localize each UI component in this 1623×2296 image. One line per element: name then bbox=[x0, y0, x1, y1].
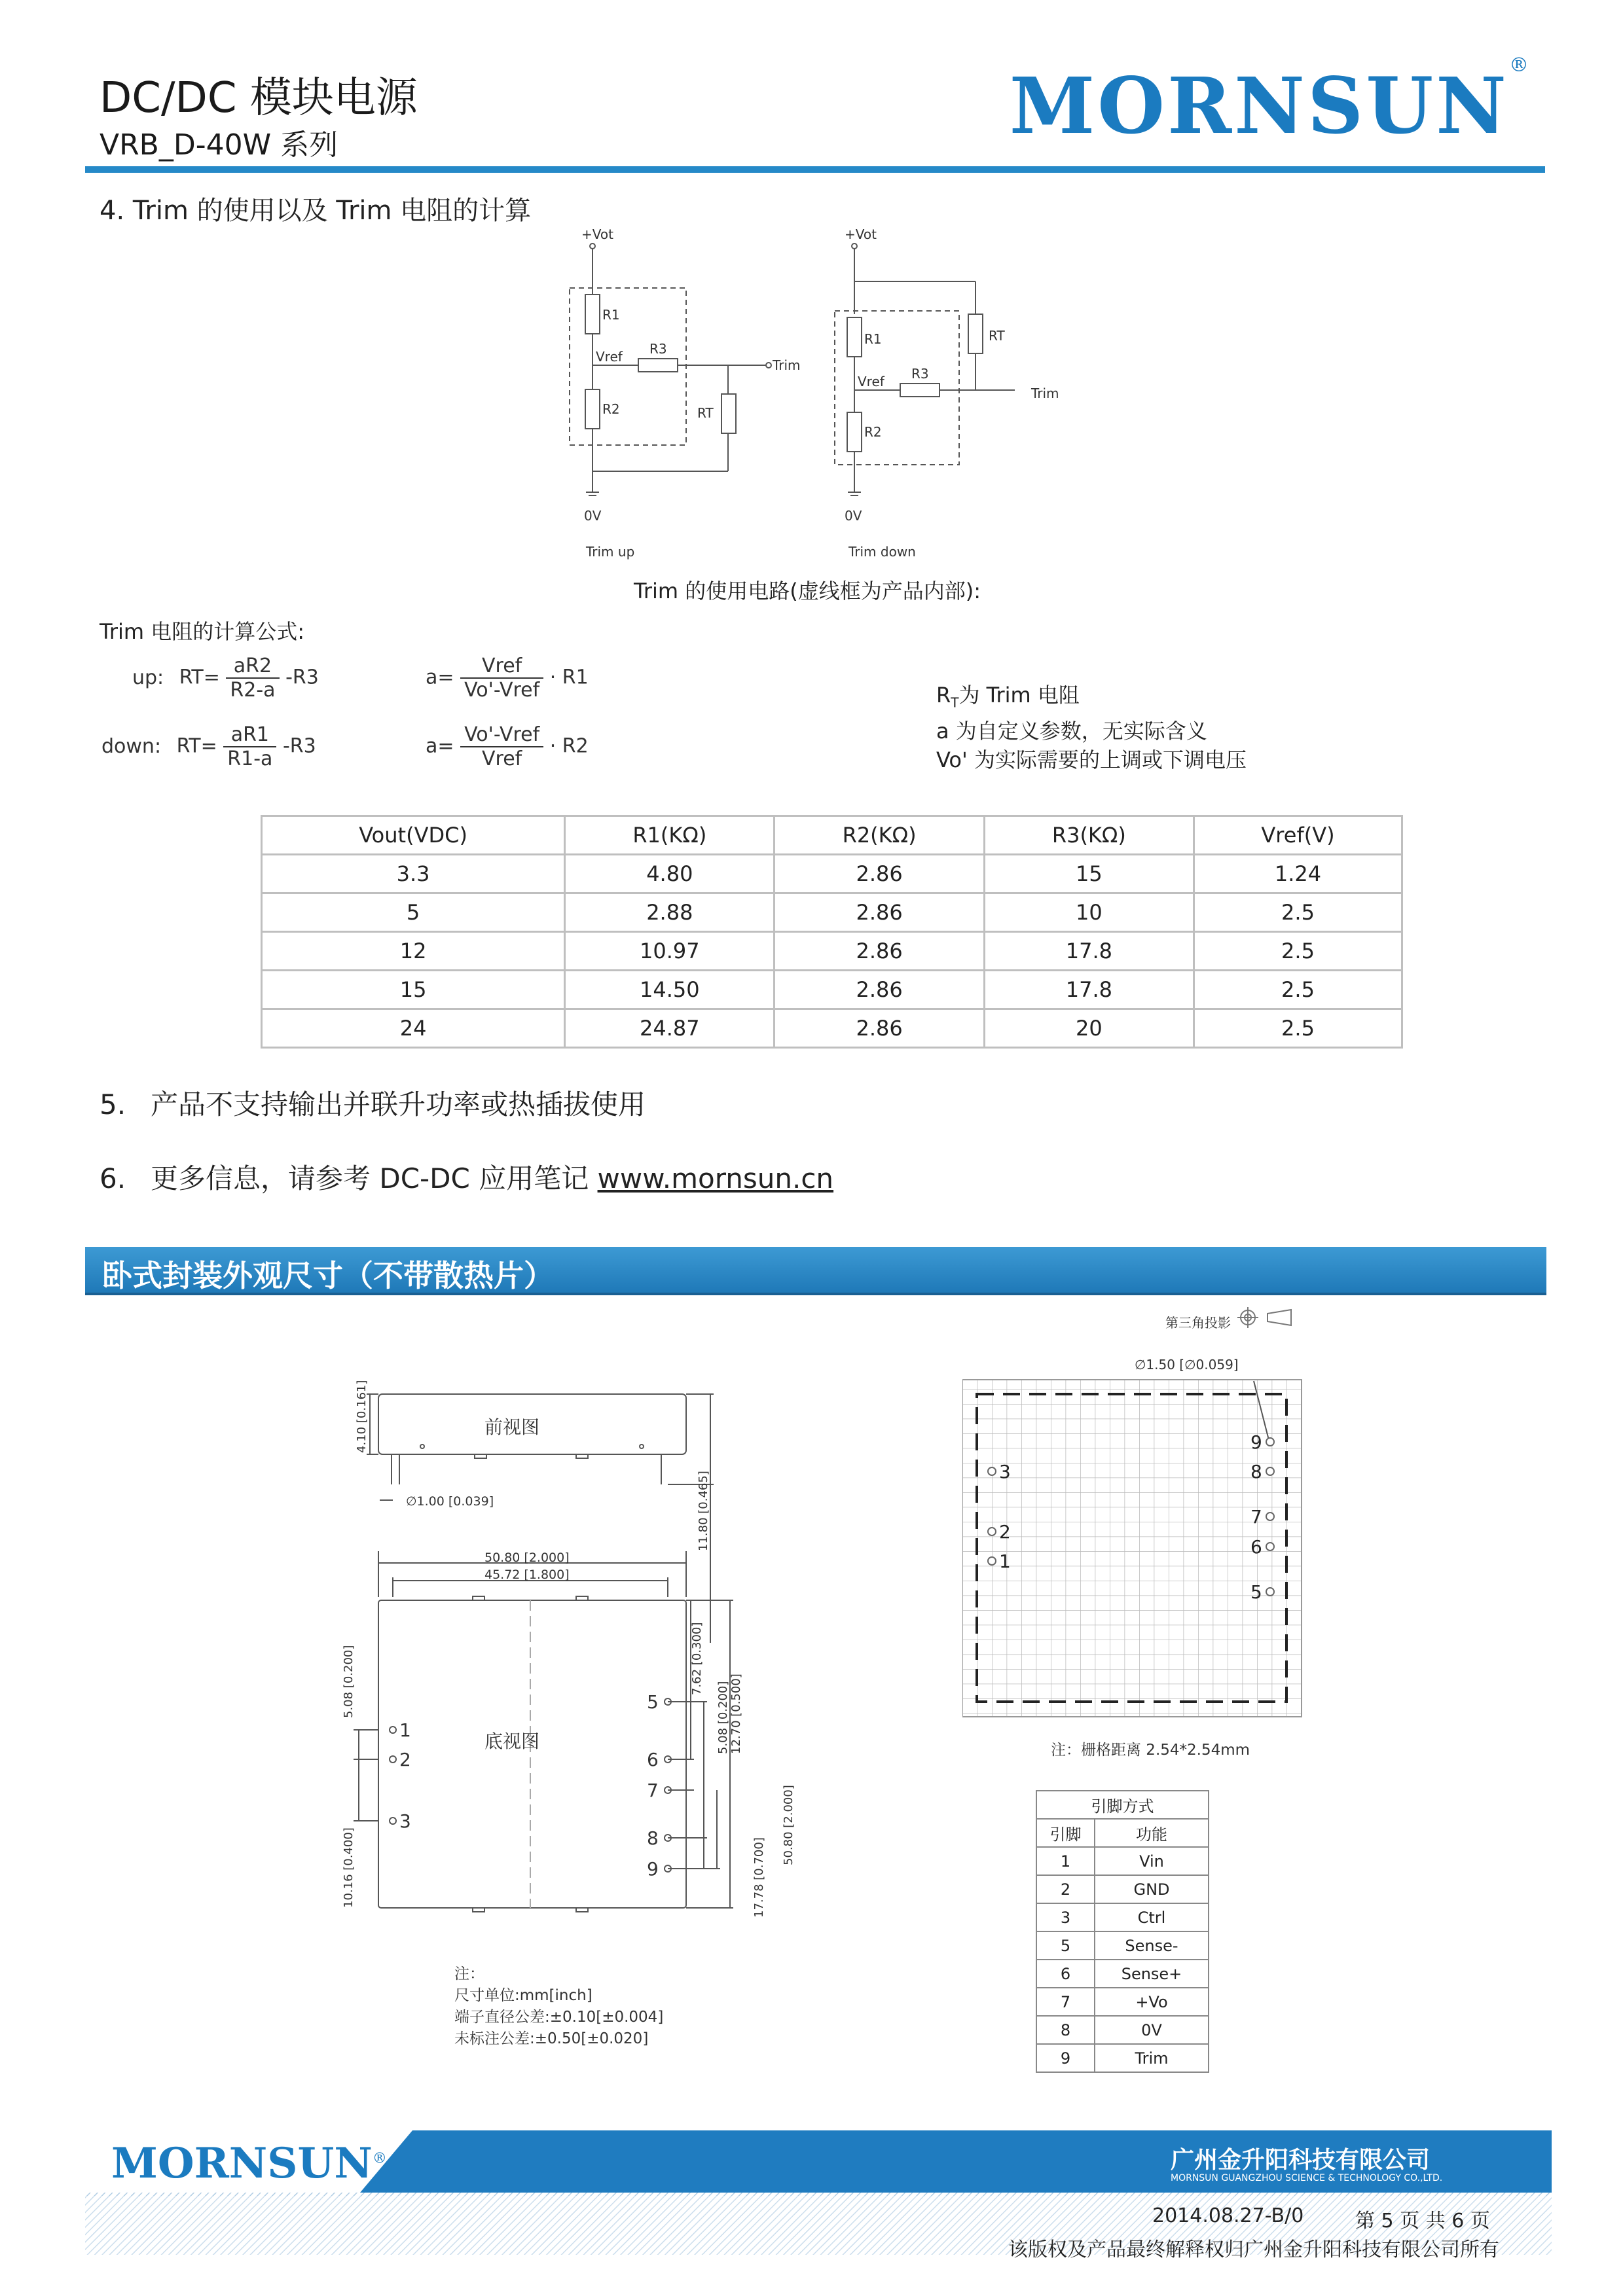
notes-title: 注： bbox=[454, 1965, 484, 1982]
pin-label: 2 bbox=[399, 1749, 411, 1770]
table-cell: 12 bbox=[262, 932, 565, 971]
frac-num: aR1 bbox=[223, 723, 276, 747]
grid-pin-label: 3 bbox=[999, 1461, 1011, 1482]
frac-num: Vref bbox=[460, 655, 543, 679]
table-cell: 2.86 bbox=[775, 1009, 984, 1048]
table-row bbox=[262, 855, 1402, 893]
table-cell: 15 bbox=[262, 971, 565, 1009]
trim-heading: 4. Trim 的使用以及 Trim 电阻的计算 bbox=[100, 196, 532, 226]
down-rt-label: RT bbox=[989, 328, 1005, 344]
bottom-view-label: 底视图 bbox=[484, 1731, 540, 1752]
pin-label: 1 bbox=[399, 1719, 411, 1741]
footer-company-cn: 广州金升阳科技有限公司 bbox=[1171, 2147, 1431, 2174]
pin-label: 6 bbox=[647, 1749, 659, 1770]
table-cell: 10 bbox=[984, 893, 1194, 932]
table-cell: 2.88 bbox=[565, 893, 775, 932]
formula-down-a-tail: · R2 bbox=[549, 734, 589, 758]
projection-label: 第三角投影 bbox=[1165, 1315, 1231, 1331]
pin-label: 9 bbox=[647, 1858, 659, 1880]
page-title: DC/DC 模块电源 bbox=[100, 74, 418, 122]
grid-pin-label: 6 bbox=[1250, 1536, 1262, 1558]
footer-page: 第 5 页 共 6 页 bbox=[1355, 2210, 1490, 2233]
note-line: 未标注公差:±0.50[±0.020] bbox=[454, 2030, 649, 2047]
brand-logo bbox=[1009, 54, 1531, 151]
table-cell: 14.50 bbox=[565, 971, 775, 1009]
function-col-header: 功能 bbox=[1095, 1819, 1209, 1847]
table-row bbox=[262, 893, 1402, 932]
note-line: 端子直径公差:±0.10[±0.004] bbox=[454, 2009, 664, 2026]
table-row bbox=[1036, 1988, 1209, 2016]
series-subtitle: VRB_D-40W 系列 bbox=[100, 128, 338, 162]
header-rule bbox=[85, 166, 1545, 173]
down-gnd-label: 0V bbox=[845, 508, 862, 524]
logo-text: MORNSUN bbox=[1009, 60, 1509, 151]
frac-num: aR2 bbox=[226, 655, 279, 679]
down-vref-label: Vref bbox=[858, 374, 884, 389]
footer-registered-mark: ® bbox=[372, 2150, 387, 2167]
note-rt-sub: T bbox=[951, 694, 959, 711]
right-dim-4: 17.78 [0.700] bbox=[752, 1837, 766, 1918]
item-5-text: 产品不支持输出并联升功率或热插拔使用 bbox=[151, 1088, 646, 1121]
function-cell: +Vo bbox=[1095, 1988, 1209, 2016]
item-6-number: 6. bbox=[100, 1162, 126, 1194]
pin-span-dim: 45.72 [1.800] bbox=[484, 1568, 570, 1582]
formula-up-rt: RT= bbox=[179, 666, 220, 689]
table-cell: 2.86 bbox=[775, 855, 984, 893]
formula-down-a bbox=[426, 723, 589, 770]
footer-logo-text: MORNSUN bbox=[111, 2139, 373, 2188]
formula-up-tail: -R3 bbox=[285, 666, 319, 689]
grid-pin-label: 5 bbox=[1250, 1581, 1262, 1603]
formula-a-eq: a= bbox=[426, 734, 454, 758]
function-cell: Trim bbox=[1095, 2044, 1209, 2072]
formula-up bbox=[132, 655, 319, 702]
formula-down-tail: -R3 bbox=[282, 734, 316, 758]
formula-up-a-frac bbox=[460, 655, 543, 702]
pcb-grid-footprint bbox=[962, 1374, 1303, 1728]
down-r1-label: R1 bbox=[864, 331, 882, 347]
down-r3-label: R3 bbox=[911, 366, 929, 382]
table-cell: 2.86 bbox=[775, 893, 984, 932]
formula-heading: Trim 电阻的计算公式: bbox=[100, 619, 305, 644]
grid-pin-label: 8 bbox=[1250, 1461, 1262, 1482]
trim-up-circuit bbox=[570, 243, 771, 495]
up-r1-label: R1 bbox=[602, 307, 620, 323]
height-dim: 4.10 [0.161] bbox=[355, 1380, 369, 1453]
grid-note: 注：栅格距离 2.54*2.54mm bbox=[1051, 1742, 1250, 1759]
function-cell: Sense+ bbox=[1095, 1960, 1209, 1988]
frac-den: Vo'-Vref bbox=[464, 679, 540, 702]
grid-pin-label: 9 bbox=[1250, 1431, 1262, 1453]
up-rt-label: RT bbox=[697, 405, 714, 421]
registered-mark: ® bbox=[1509, 54, 1531, 77]
table-header-cell: R1(KΩ) bbox=[565, 816, 775, 855]
grid-pin-label: 1 bbox=[999, 1551, 1011, 1572]
formula-down-rt: RT= bbox=[176, 734, 217, 758]
trim-circuits bbox=[556, 223, 1015, 576]
table-row bbox=[1036, 2044, 1209, 2072]
table-cell: 17.8 bbox=[984, 971, 1194, 1009]
table-title-row bbox=[1036, 1791, 1209, 1819]
grid-dia-dim: ∅1.50 [∅0.059] bbox=[1135, 1357, 1239, 1372]
table-row bbox=[262, 932, 1402, 971]
pin-dia-dim: ∅1.00 [0.039] bbox=[406, 1494, 494, 1509]
website-link[interactable]: www.mornsun.cn bbox=[597, 1162, 834, 1194]
table-cell: 5 bbox=[262, 893, 565, 932]
formula-up-a-tail: · R1 bbox=[549, 666, 589, 689]
section-band bbox=[85, 1247, 1546, 1295]
trim-value-table bbox=[261, 815, 1403, 1049]
grid-pin-label: 7 bbox=[1250, 1506, 1262, 1528]
pin-cell: 3 bbox=[1036, 1903, 1095, 1931]
note-rt-r: R bbox=[936, 683, 951, 708]
table-cell: 2.5 bbox=[1194, 971, 1402, 1009]
footer-logo bbox=[111, 2139, 387, 2188]
table-cell: 17.8 bbox=[984, 932, 1194, 971]
pin-cell: 8 bbox=[1036, 2016, 1095, 2044]
table-cell: 4.80 bbox=[565, 855, 775, 893]
table-row bbox=[262, 1009, 1402, 1048]
table-cell: 24.87 bbox=[565, 1009, 775, 1048]
section-band-title: 卧式封装外观尺寸（不带散热片） bbox=[102, 1258, 554, 1293]
note-line: 尺寸单位:mm[inch] bbox=[454, 1987, 593, 2004]
table-cell: 10.97 bbox=[565, 932, 775, 971]
pin-table-title: 引脚方式 bbox=[1036, 1791, 1209, 1819]
formula-a-eq: a= bbox=[426, 666, 454, 689]
pin-cell: 7 bbox=[1036, 1988, 1095, 2016]
item-5 bbox=[100, 1083, 646, 1122]
grid-pin-label: 2 bbox=[999, 1521, 1011, 1543]
front-view-label: 前视图 bbox=[484, 1416, 540, 1438]
table-cell: 20 bbox=[984, 1009, 1194, 1048]
pin-label: 7 bbox=[647, 1780, 659, 1801]
left-dim-2: 10.16 [0.400] bbox=[342, 1827, 356, 1908]
left-dim-1: 5.08 [0.200] bbox=[342, 1645, 356, 1718]
function-cell: Sense- bbox=[1095, 1931, 1209, 1960]
table-cell: 2.5 bbox=[1194, 893, 1402, 932]
footer-company-en: MORNSUN GUANGZHOU SCIENCE & TECHNOLOGY CO.,LTD. bbox=[1171, 2173, 1443, 2183]
function-cell: Ctrl bbox=[1095, 1903, 1209, 1931]
up-trim-label: Trim bbox=[773, 357, 801, 373]
item-6 bbox=[100, 1157, 833, 1196]
formula-up-frac bbox=[226, 655, 279, 702]
width-dim: 50.80 [2.000] bbox=[484, 1551, 570, 1565]
frac-den: R2-a bbox=[230, 679, 276, 702]
pin-label: 5 bbox=[647, 1691, 659, 1713]
frac-den: Vref bbox=[482, 747, 522, 770]
down-caption: Trim down bbox=[848, 544, 916, 560]
table-cell: 1.24 bbox=[1194, 855, 1402, 893]
drawing-notes bbox=[454, 1964, 663, 2050]
frac-den: R1-a bbox=[227, 747, 273, 770]
up-gnd-label: 0V bbox=[584, 508, 602, 524]
formula-down-label: down: bbox=[101, 734, 162, 758]
table-header-row bbox=[1036, 1819, 1209, 1847]
table-cell: 2.86 bbox=[775, 932, 984, 971]
frac-num: Vo'-Vref bbox=[460, 723, 543, 747]
table-row bbox=[262, 971, 1402, 1009]
down-vot-label: +Vot bbox=[845, 226, 877, 242]
footer-rights: 该版权及产品最终解释权归广州金升阳科技有限公司所有 bbox=[1008, 2238, 1499, 2261]
table-cell: 15 bbox=[984, 855, 1194, 893]
down-r2-label: R2 bbox=[864, 424, 882, 440]
third-angle-projection-icon bbox=[1236, 1306, 1295, 1329]
up-caption: Trim up bbox=[586, 544, 635, 560]
table-cell: 2.5 bbox=[1194, 1009, 1402, 1048]
formula-down bbox=[101, 723, 316, 770]
right-dim-3: 12.70 [0.500] bbox=[729, 1674, 743, 1754]
table-cell: 24 bbox=[262, 1009, 565, 1048]
item-6-text: 更多信息，请参考 DC-DC 应用笔记 bbox=[151, 1162, 598, 1194]
table-header-cell: Vout(VDC) bbox=[262, 816, 565, 855]
note-a: a 为自定义参数，无实际含义 bbox=[936, 719, 1207, 744]
pin-col-header: 引脚 bbox=[1036, 1819, 1095, 1847]
table-header-cell: R3(KΩ) bbox=[984, 816, 1194, 855]
table-row bbox=[1036, 1903, 1209, 1931]
function-cell: Vin bbox=[1095, 1847, 1209, 1875]
table-header-cell: Vref(V) bbox=[1194, 816, 1402, 855]
formula-down-a-frac bbox=[460, 723, 543, 770]
table-header-row bbox=[262, 816, 1402, 855]
function-cell: GND bbox=[1095, 1875, 1209, 1903]
formula-up-a bbox=[426, 655, 589, 702]
item-5-number: 5. bbox=[100, 1088, 126, 1121]
note-rt-text: 为 Trim 电阻 bbox=[958, 683, 1080, 708]
table-cell: 3.3 bbox=[262, 855, 565, 893]
function-cell: 0V bbox=[1095, 2016, 1209, 2044]
table-cell: 2.5 bbox=[1194, 932, 1402, 971]
up-r2-label: R2 bbox=[602, 401, 620, 417]
pin-function-table bbox=[1036, 1790, 1209, 2073]
pin-cell: 5 bbox=[1036, 1931, 1095, 1960]
footer-date: 2014.08.27-B/0 bbox=[1152, 2204, 1304, 2227]
circuit-caption: Trim 的使用电路(虚线框为产品内部): bbox=[634, 579, 981, 603]
formula-up-label: up: bbox=[132, 666, 164, 689]
mechanical-drawing bbox=[327, 1368, 825, 2055]
note-vo: Vo' 为实际需要的上调或下调电压 bbox=[936, 747, 1247, 773]
table-row bbox=[1036, 1931, 1209, 1960]
pin-cell: 6 bbox=[1036, 1960, 1095, 1988]
trim-notes bbox=[936, 681, 1247, 774]
pin-label: 8 bbox=[647, 1827, 659, 1849]
up-vot-label: +Vot bbox=[581, 226, 613, 242]
note-rt bbox=[936, 681, 1247, 717]
table-row bbox=[1036, 1960, 1209, 1988]
total-dim: 50.80 [2.000] bbox=[782, 1785, 795, 1865]
table-cell: 2.86 bbox=[775, 971, 984, 1009]
pin-label: 3 bbox=[399, 1810, 411, 1832]
pin-cell: 9 bbox=[1036, 2044, 1095, 2072]
pin-cell: 2 bbox=[1036, 1875, 1095, 1903]
formula-down-frac bbox=[223, 723, 276, 770]
pin-cell: 1 bbox=[1036, 1847, 1095, 1875]
table-row bbox=[1036, 1875, 1209, 1903]
right-dim-1: 7.62 [0.300] bbox=[690, 1622, 704, 1695]
up-r3-label: R3 bbox=[649, 341, 667, 357]
right-dim-2: 5.08 [0.200] bbox=[716, 1681, 730, 1754]
table-row bbox=[1036, 1847, 1209, 1875]
down-trim-text: Trim bbox=[1031, 386, 1059, 401]
pin-length-dim: 11.80 [0.465] bbox=[697, 1471, 710, 1551]
up-vref-label: Vref bbox=[596, 349, 623, 365]
table-header-cell: R2(KΩ) bbox=[775, 816, 984, 855]
table-row bbox=[1036, 2016, 1209, 2044]
